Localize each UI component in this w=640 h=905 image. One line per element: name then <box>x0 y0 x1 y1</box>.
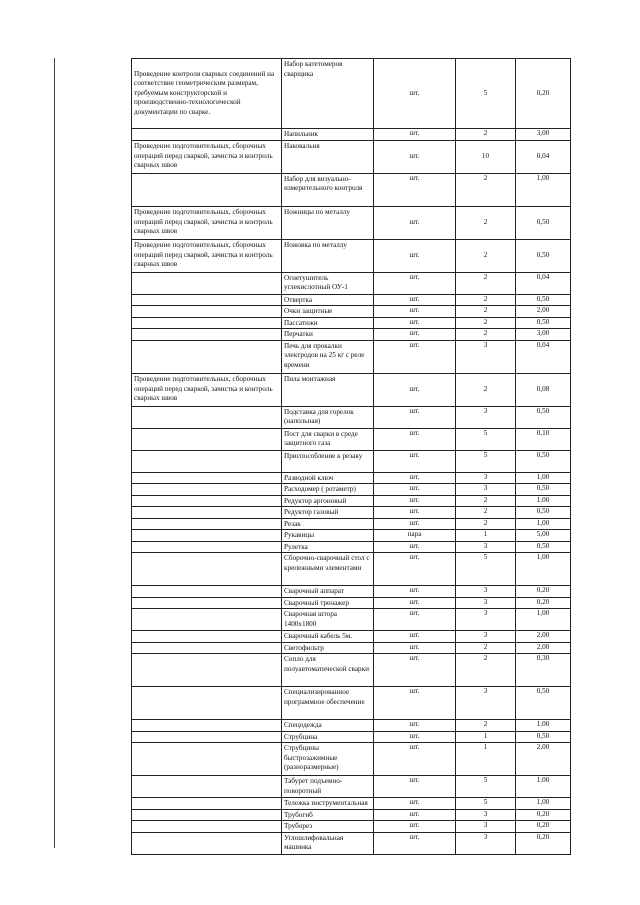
operation-cell <box>132 654 282 687</box>
table-row <box>132 586 571 598</box>
equipment-name-cell: Приспособление к резаку <box>282 450 374 472</box>
table-row <box>132 495 571 507</box>
unit-cell: шт. <box>374 832 456 854</box>
unit-cell: шт. <box>374 731 456 743</box>
norm-cell: 1,00 <box>516 776 571 798</box>
unit-cell: шт. <box>374 173 456 206</box>
table-row <box>132 654 571 687</box>
norm-cell: 5,00 <box>516 530 571 542</box>
quantity-cell: 3 <box>456 541 516 553</box>
table-row <box>132 798 571 810</box>
operation-cell: Проведение подготовительных, сборочных операций перед сваркой, зачистка и контроль сварных швов <box>132 140 282 173</box>
equipment-name-cell: Сварочный аппарат <box>282 586 374 598</box>
equipment-name-cell: Редуктор аргоновый <box>282 495 374 507</box>
equipment-name-cell: Печь для прокалки электродов на 25 кг с реле времени <box>282 340 374 373</box>
operation-cell <box>132 731 282 743</box>
table-row <box>132 484 571 496</box>
norm-cell: 1,00 <box>516 553 571 586</box>
equipment-name-cell: Специализированное программное обеспечение <box>282 687 374 720</box>
table-row <box>132 306 571 318</box>
quantity-cell: 3 <box>456 586 516 598</box>
equipment-name-cell: Набор катетомеров сварщика <box>282 59 374 129</box>
quantity-cell: 3 <box>456 609 516 631</box>
table-row <box>132 140 571 173</box>
quantity-cell: 3 <box>456 832 516 854</box>
norm-cell: 0,10 <box>516 428 571 450</box>
quantity-cell: 1 <box>456 530 516 542</box>
table-row <box>132 541 571 553</box>
unit-cell: шт. <box>374 206 456 239</box>
unit-cell: шт. <box>374 450 456 472</box>
equipment-name-cell: Струбцины быстрозажимные (разноразмерные) <box>282 743 374 776</box>
unit-cell: шт. <box>374 239 456 272</box>
operation-cell <box>132 518 282 530</box>
table-row <box>132 776 571 798</box>
quantity-cell: 1 <box>456 731 516 743</box>
operation-cell <box>132 553 282 586</box>
operation-cell <box>132 428 282 450</box>
norm-cell: 0,50 <box>516 294 571 306</box>
table-row <box>132 687 571 720</box>
table-row <box>132 743 571 776</box>
unit-cell: шт. <box>374 541 456 553</box>
norm-cell: 2,00 <box>516 642 571 654</box>
norm-cell: 0,50 <box>516 541 571 553</box>
table-row <box>132 129 571 141</box>
norm-cell: 0,04 <box>516 140 571 173</box>
norm-cell: 1,00 <box>516 472 571 484</box>
operation-cell <box>132 809 282 821</box>
equipment-name-cell: Набор для визуально-измерительного контроля <box>282 173 374 206</box>
table-row <box>132 821 571 833</box>
operation-cell <box>132 631 282 643</box>
unit-cell: шт. <box>374 687 456 720</box>
quantity-cell: 3 <box>456 484 516 496</box>
equipment-name-cell: Ножовка по металлу <box>282 239 374 272</box>
quantity-cell: 2 <box>456 329 516 341</box>
operation-cell <box>132 821 282 833</box>
table-row <box>132 720 571 732</box>
equipment-name-cell: Сварочный кабель 5м. <box>282 631 374 643</box>
unit-cell: пара <box>374 530 456 542</box>
quantity-cell: 2 <box>456 173 516 206</box>
table-row <box>132 173 571 206</box>
table-row <box>132 206 571 239</box>
quantity-cell: 2 <box>456 654 516 687</box>
equipment-name-cell: Отвертка <box>282 294 374 306</box>
table-row <box>132 340 571 373</box>
quantity-cell: 2 <box>456 306 516 318</box>
norm-cell: 0,50 <box>516 406 571 428</box>
unit-cell: шт. <box>374 597 456 609</box>
equipment-name-cell: Подставка для горелок (напольная) <box>282 406 374 428</box>
table-row <box>132 832 571 854</box>
operation-cell <box>132 798 282 810</box>
quantity-cell: 5 <box>456 428 516 450</box>
operation-cell <box>132 743 282 776</box>
unit-cell: шт. <box>374 809 456 821</box>
quantity-cell: 3 <box>456 340 516 373</box>
norm-cell: 0,20 <box>516 821 571 833</box>
table-row <box>132 530 571 542</box>
table-row <box>132 809 571 821</box>
quantity-cell: 10 <box>456 140 516 173</box>
norm-cell: 1,00 <box>516 609 571 631</box>
equipment-name-cell: Светофильтр <box>282 642 374 654</box>
norm-cell: 0,20 <box>516 597 571 609</box>
table-row <box>132 609 571 631</box>
equipment-name-cell: Углошлифовальная машинка <box>282 832 374 854</box>
table-row <box>132 631 571 643</box>
quantity-cell: 2 <box>456 129 516 141</box>
table-row <box>132 239 571 272</box>
quantity-cell: 3 <box>456 631 516 643</box>
unit-cell: шт. <box>374 798 456 810</box>
equipment-table <box>131 58 571 855</box>
equipment-name-cell: Сварочный тренажер <box>282 597 374 609</box>
unit-cell: шт. <box>374 306 456 318</box>
unit-cell: шт. <box>374 428 456 450</box>
equipment-name-cell: Пила монтажная <box>282 373 374 406</box>
unit-cell: шт. <box>374 507 456 519</box>
equipment-name-cell: Ножницы по металлу <box>282 206 374 239</box>
operation-cell <box>132 609 282 631</box>
table-row <box>132 597 571 609</box>
quantity-cell: 2 <box>456 294 516 306</box>
table-row <box>132 731 571 743</box>
operation-cell <box>132 687 282 720</box>
unit-cell: шт. <box>374 720 456 732</box>
quantity-cell: 5 <box>456 450 516 472</box>
operation-cell <box>132 530 282 542</box>
operation-cell <box>132 450 282 472</box>
equipment-name-cell: Наковальня <box>282 140 374 173</box>
unit-cell: шт. <box>374 373 456 406</box>
equipment-name-cell: Табурет подъемно-поворотный <box>282 776 374 798</box>
norm-cell: 1,00 <box>516 720 571 732</box>
norm-cell: 0,50 <box>516 507 571 519</box>
operation-cell <box>132 720 282 732</box>
equipment-name-cell: Сварочная штора 1400х1800 <box>282 609 374 631</box>
quantity-cell: 5 <box>456 553 516 586</box>
quantity-cell: 3 <box>456 809 516 821</box>
operation-cell: Проведение контроля сварных соединений на соответствие геометрическим размерам, требуемым конструкторской и производственно-технологической документации по сварке. <box>132 59 282 129</box>
norm-cell: 0,04 <box>516 272 571 294</box>
unit-cell: шт. <box>374 272 456 294</box>
unit-cell: шт. <box>374 59 456 129</box>
operation-cell <box>132 541 282 553</box>
unit-cell: шт. <box>374 609 456 631</box>
unit-cell: шт. <box>374 743 456 776</box>
page-margin-line <box>54 58 55 848</box>
norm-cell: 0,30 <box>516 654 571 687</box>
equipment-name-cell: Струбцина <box>282 731 374 743</box>
table-row <box>132 59 571 129</box>
unit-cell: шт. <box>374 631 456 643</box>
equipment-name-cell: Разводной ключ <box>282 472 374 484</box>
norm-cell: 0,08 <box>516 373 571 406</box>
quantity-cell: 2 <box>456 317 516 329</box>
quantity-cell: 3 <box>456 597 516 609</box>
unit-cell: шт. <box>374 642 456 654</box>
unit-cell: шт. <box>374 518 456 530</box>
quantity-cell: 2 <box>456 272 516 294</box>
operation-cell <box>132 340 282 373</box>
operation-cell <box>132 776 282 798</box>
table-row <box>132 373 571 406</box>
equipment-name-cell: Редуктор газовый <box>282 507 374 519</box>
norm-cell: 1,00 <box>516 518 571 530</box>
norm-cell: 0,50 <box>516 317 571 329</box>
norm-cell: 3,00 <box>516 129 571 141</box>
table-row <box>132 472 571 484</box>
unit-cell: шт. <box>374 586 456 598</box>
quantity-cell: 2 <box>456 642 516 654</box>
unit-cell: шт. <box>374 329 456 341</box>
norm-cell: 2,00 <box>516 306 571 318</box>
operation-cell <box>132 294 282 306</box>
operation-cell: Проведение подготовительных, сборочных операций перед сваркой, зачистка и контроль сварных швов <box>132 373 282 406</box>
norm-cell: 2,00 <box>516 743 571 776</box>
unit-cell: шт. <box>374 140 456 173</box>
unit-cell: шт. <box>374 129 456 141</box>
equipment-name-cell: Рулетка <box>282 541 374 553</box>
operation-cell <box>132 272 282 294</box>
equipment-name-cell: Пост для сварки в среде защитного газа <box>282 428 374 450</box>
unit-cell: шт. <box>374 317 456 329</box>
operation-cell: Проведение подготовительных, сборочных операций перед сваркой, зачистка и контроль сварных швов <box>132 239 282 272</box>
unit-cell: шт. <box>374 776 456 798</box>
operation-cell <box>132 507 282 519</box>
operation-cell <box>132 484 282 496</box>
operation-cell <box>132 642 282 654</box>
unit-cell: шт. <box>374 484 456 496</box>
operation-cell <box>132 317 282 329</box>
unit-cell: шт. <box>374 553 456 586</box>
norm-cell: 3,00 <box>516 329 571 341</box>
equipment-name-cell: Перчатки <box>282 329 374 341</box>
operation-cell <box>132 472 282 484</box>
operation-cell <box>132 306 282 318</box>
unit-cell: шт. <box>374 294 456 306</box>
operation-cell <box>132 495 282 507</box>
equipment-name-cell: Трубогиб <box>282 809 374 821</box>
operation-cell <box>132 329 282 341</box>
table-row <box>132 294 571 306</box>
norm-cell: 0,20 <box>516 832 571 854</box>
unit-cell: шт. <box>374 340 456 373</box>
unit-cell: шт. <box>374 472 456 484</box>
norm-cell: 0,50 <box>516 206 571 239</box>
operation-cell <box>132 406 282 428</box>
quantity-cell: 5 <box>456 798 516 810</box>
norm-cell: 0,20 <box>516 586 571 598</box>
quantity-cell: 2 <box>456 507 516 519</box>
quantity-cell: 3 <box>456 406 516 428</box>
equipment-name-cell: Резак <box>282 518 374 530</box>
table-row <box>132 507 571 519</box>
equipment-table-body <box>132 59 571 855</box>
equipment-name-cell: Расходомер ( ротаметр) <box>282 484 374 496</box>
equipment-name-cell: Напильник <box>282 129 374 141</box>
quantity-cell: 3 <box>456 687 516 720</box>
quantity-cell: 3 <box>456 472 516 484</box>
table-row <box>132 553 571 586</box>
operation-cell <box>132 173 282 206</box>
table-row <box>132 406 571 428</box>
norm-cell: 0,50 <box>516 731 571 743</box>
equipment-name-cell: Огнетушитель углекислотный ОУ-1 <box>282 272 374 294</box>
norm-cell: 0,20 <box>516 809 571 821</box>
equipment-name-cell: Пассатижи <box>282 317 374 329</box>
operation-cell <box>132 832 282 854</box>
operation-cell <box>132 129 282 141</box>
quantity-cell: 2 <box>456 518 516 530</box>
norm-cell: 0,20 <box>516 59 571 129</box>
quantity-cell: 2 <box>456 495 516 507</box>
equipment-name-cell: Спецодежда <box>282 720 374 732</box>
equipment-name-cell: Рукавицы <box>282 530 374 542</box>
table-row <box>132 329 571 341</box>
table-row <box>132 428 571 450</box>
equipment-name-cell: Сборочно-сварочный стол с крепежными элементами <box>282 553 374 586</box>
unit-cell: шт. <box>374 654 456 687</box>
table-row <box>132 518 571 530</box>
norm-cell: 1,00 <box>516 173 571 206</box>
quantity-cell: 1 <box>456 743 516 776</box>
table-row <box>132 450 571 472</box>
norm-cell: 0,04 <box>516 340 571 373</box>
unit-cell: шт. <box>374 495 456 507</box>
table-row <box>132 642 571 654</box>
unit-cell: шт. <box>374 406 456 428</box>
table-row <box>132 272 571 294</box>
quantity-cell: 5 <box>456 59 516 129</box>
unit-cell: шт. <box>374 821 456 833</box>
norm-cell: 0,50 <box>516 239 571 272</box>
quantity-cell: 2 <box>456 206 516 239</box>
quantity-cell: 2 <box>456 373 516 406</box>
equipment-name-cell: Тележка инструментальная <box>282 798 374 810</box>
operation-cell <box>132 586 282 598</box>
norm-cell: 0,50 <box>516 450 571 472</box>
norm-cell: 2,00 <box>516 631 571 643</box>
quantity-cell: 3 <box>456 821 516 833</box>
norm-cell: 1,00 <box>516 495 571 507</box>
norm-cell: 0,50 <box>516 484 571 496</box>
table-row <box>132 317 571 329</box>
operation-cell: Проведение подготовительных, сборочных операций перед сваркой, зачистка и контроль сварных швов <box>132 206 282 239</box>
norm-cell: 1,00 <box>516 798 571 810</box>
quantity-cell: 2 <box>456 720 516 732</box>
norm-cell: 0,50 <box>516 687 571 720</box>
equipment-name-cell: Сопло для полуавтоматической сварки <box>282 654 374 687</box>
equipment-name-cell: Очки защитные <box>282 306 374 318</box>
quantity-cell: 5 <box>456 776 516 798</box>
quantity-cell: 2 <box>456 239 516 272</box>
operation-cell <box>132 597 282 609</box>
equipment-name-cell: Труборез <box>282 821 374 833</box>
